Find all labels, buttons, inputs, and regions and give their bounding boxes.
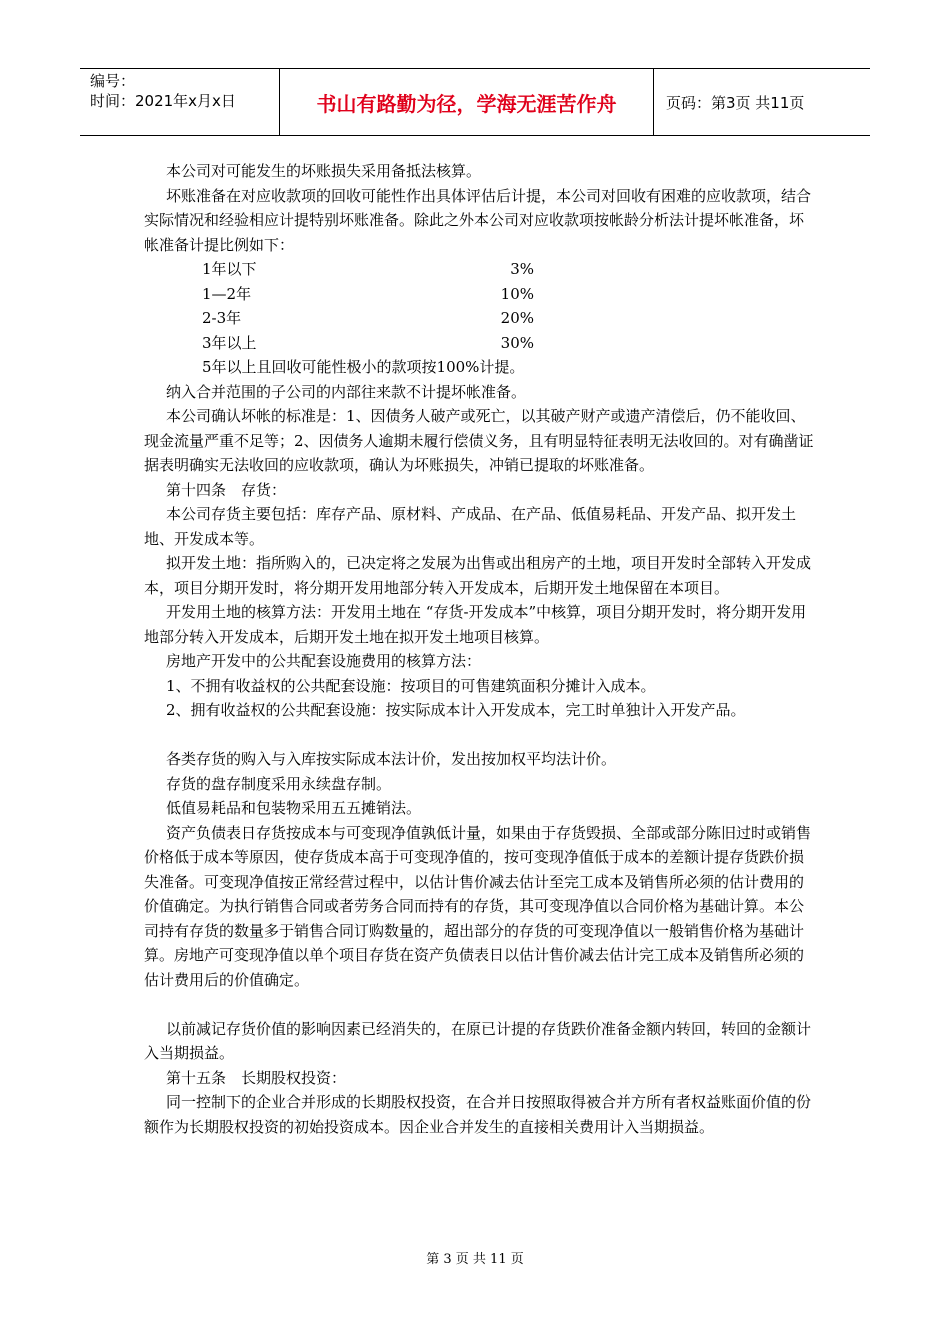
document-body xyxy=(144,159,816,1139)
paragraph: 存货的盘存制度采用永续盘存制。 xyxy=(166,774,392,793)
ratio-row xyxy=(144,331,816,356)
paragraph: 本公司对可能发生的坏账损失采用备抵法核算。 xyxy=(166,162,482,180)
ratio-age: 1—2年 xyxy=(202,284,252,303)
paragraph: 以前减记存货价值的影响因素已经消失的，在原已计提的存货跌价准备金额内转回，转回的金额计入当期损益。 xyxy=(144,1019,812,1062)
page-footer: 第 3 页 共 11 页 xyxy=(426,1252,524,1267)
paragraph: 各类存货的购入与入库按实际成本法计价，发出按加权平均法计价。 xyxy=(166,750,617,768)
header-motto: 书山有路勤为径，学海无涯苦作舟 xyxy=(280,69,654,135)
header-meta xyxy=(80,69,280,135)
article-heading: 第十四条 存货： xyxy=(166,480,287,499)
paragraph: 本公司确认坏帐的标准是：1、因债务人破产或死亡，以其破产财产或遗产清偿后，仍不能收回、现金流量严重不足等；2、因债务人逾期未履行偿债义务，且有明显特征表明无法收回的。对有确凿证据表明确实无法收回的应收款项，确认为坏账损失，冲销已提取的坏账准备。 xyxy=(144,407,814,474)
paragraph: 开发用土地的核算方法：开发用土地在 “存货-开发成本”中核算，项目分期开发时，将分期开发用地部分转入开发成本，后期开发土地在拟开发土地项目核算。 xyxy=(144,603,807,646)
ratio-row xyxy=(144,306,816,331)
ratio-note-row xyxy=(144,355,816,380)
ratio-value: 20% xyxy=(500,309,534,327)
paragraph: 房地产开发中的公共配套设施费用的核算方法： xyxy=(166,652,482,670)
ratio-value: 3% xyxy=(510,260,534,278)
header-page-number: 页码：第3页 共11页 xyxy=(666,93,805,112)
ratio-note: 5年以上且回收可能性极小的款项按100%计提。 xyxy=(202,358,525,376)
paragraph: 2、拥有收益权的公共配套设施：按实际成本计入开发成本，完工时单独计入开发产品。 xyxy=(166,701,746,719)
paragraph: 本公司存货主要包括：库存产品、原材料、产成品、在产品、低值易耗品、开发产品、拟开发土地、开发成本等。 xyxy=(144,505,797,548)
ratio-age: 2-3年 xyxy=(202,309,242,327)
ratio-row xyxy=(144,282,816,307)
ratio-value: 10% xyxy=(500,284,534,303)
ratio-value: 30% xyxy=(500,333,534,352)
paragraph: 资产负债表日存货按成本与可变现净值孰低计量，如果由于存货毁损、全部或部分陈旧过时或销售价格低于成本等原因，使存货成本高于可变现净值的，按可变现净值低于成本的差额计提存货跌价损失准备。可变现净值按正常经营过程中，以估计售价减去估计至完工成本及销售所必须的估计费用的价值确定。为执行销售合同或者劳务合同而持有的存货，其可变现净值以合同价格为基础计算。本公司持有存货的数量多于销售合同订购数量的，超出部分的存货的可变现净值以一般销售价格为基础计算。房地产可变现净值以单个项目存货在资产负债表日以估计售价减去估计完工成本及销售所必须的估计费用后的价值确定。 xyxy=(144,823,812,989)
ratio-age: 1年以下 xyxy=(202,260,257,278)
ratio-age: 3年以上 xyxy=(202,333,257,352)
blank-line xyxy=(144,723,816,748)
paragraph: 1、不拥有收益权的公共配套设施：按项目的可售建筑面积分摊计入成本。 xyxy=(166,676,656,695)
ratio-row xyxy=(144,257,816,282)
doc-code-label: 编号： xyxy=(90,72,136,90)
article-heading: 第十五条 长期股权投资： xyxy=(166,1068,347,1087)
paragraph: 拟开发土地：指所购入的，已决定将之发展为出售或出租房产的土地，项目开发时全部转入开发成本，项目分期开发时，将分期开发用地部分转入开发成本，后期开发土地保留在本项目。 xyxy=(144,554,812,597)
bad-debt-ratio-table xyxy=(144,257,816,380)
paragraph: 纳入合并范围的子公司的内部往来款不计提坏帐准备。 xyxy=(166,382,527,401)
doc-date-label: 时间：2021年x月x日 xyxy=(90,92,236,110)
page-header xyxy=(80,68,870,136)
blank-line xyxy=(144,992,816,1017)
paragraph: 同一控制下的企业合并形成的长期股权投资，在合并日按照取得被合并方所有者权益账面价值的份额作为长期股权投资的初始投资成本。因企业合并发生的直接相关费用计入当期损益。 xyxy=(144,1093,812,1136)
paragraph: 坏账准备在对应收款项的回收可能性作出具体评估后计提，本公司对回收有困难的应收款项，结合实际情况和经验相应计提特别坏账准备。除此之外本公司对应收款项按帐龄分析法计提坏帐准备，坏帐准备计提比例如下： xyxy=(144,186,812,254)
paragraph: 低值易耗品和包装物采用五五摊销法。 xyxy=(166,799,422,817)
